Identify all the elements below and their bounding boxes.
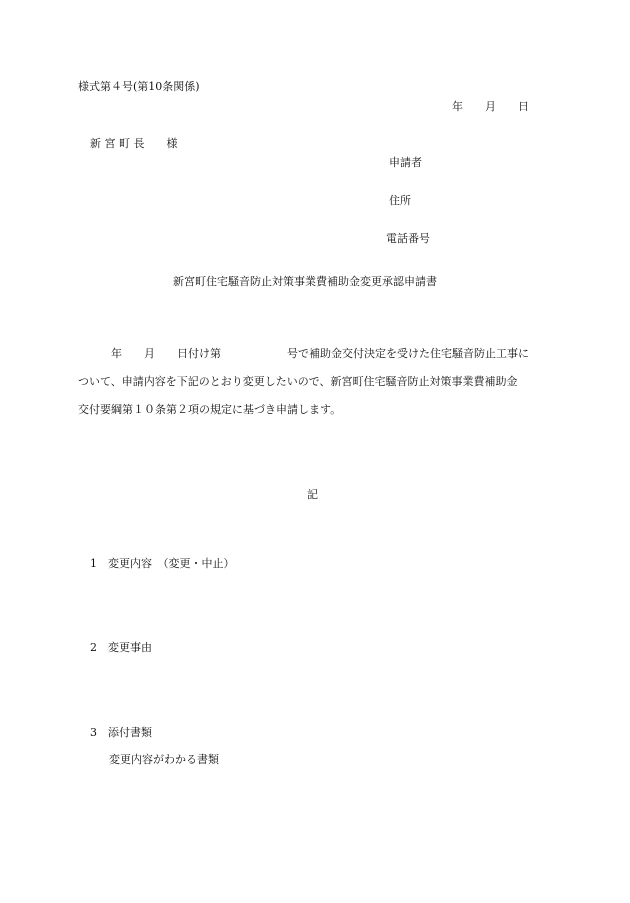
body-line-3: 交付要綱第１０条第２項の規定に基づき申請します。 bbox=[78, 403, 342, 416]
body-text bbox=[78, 348, 560, 432]
item-attachments: 3 添付書類 bbox=[90, 726, 152, 739]
body-line-2: ついて、申請内容を下記のとおり変更したいので、新宮町住宅騒音防止対策事業費補助金 bbox=[78, 375, 518, 388]
item-change-reason: 2 変更事由 bbox=[90, 641, 152, 654]
address-label: 住所 bbox=[389, 194, 411, 207]
date-line: 年 月 日 bbox=[452, 100, 529, 113]
form-number: 様式第４号(第10条関係) bbox=[78, 80, 200, 93]
phone-label: 電話番号 bbox=[386, 232, 430, 245]
document-title: 新宮町住宅騒音防止対策事業費補助金変更承認申請書 bbox=[173, 275, 437, 288]
item-change-content: 1 変更内容 （変更・中止） bbox=[90, 557, 235, 570]
ki-heading: 記 bbox=[307, 488, 318, 501]
applicant-label: 申請者 bbox=[389, 156, 422, 169]
item-attachments-detail: 変更内容がわかる書類 bbox=[109, 753, 219, 766]
body-line-1: 年 月 日付け第 号で補助金交付決定を受けた住宅騒音防止工事に bbox=[78, 347, 529, 360]
addressee: 新 宮 町 長 様 bbox=[90, 137, 178, 150]
